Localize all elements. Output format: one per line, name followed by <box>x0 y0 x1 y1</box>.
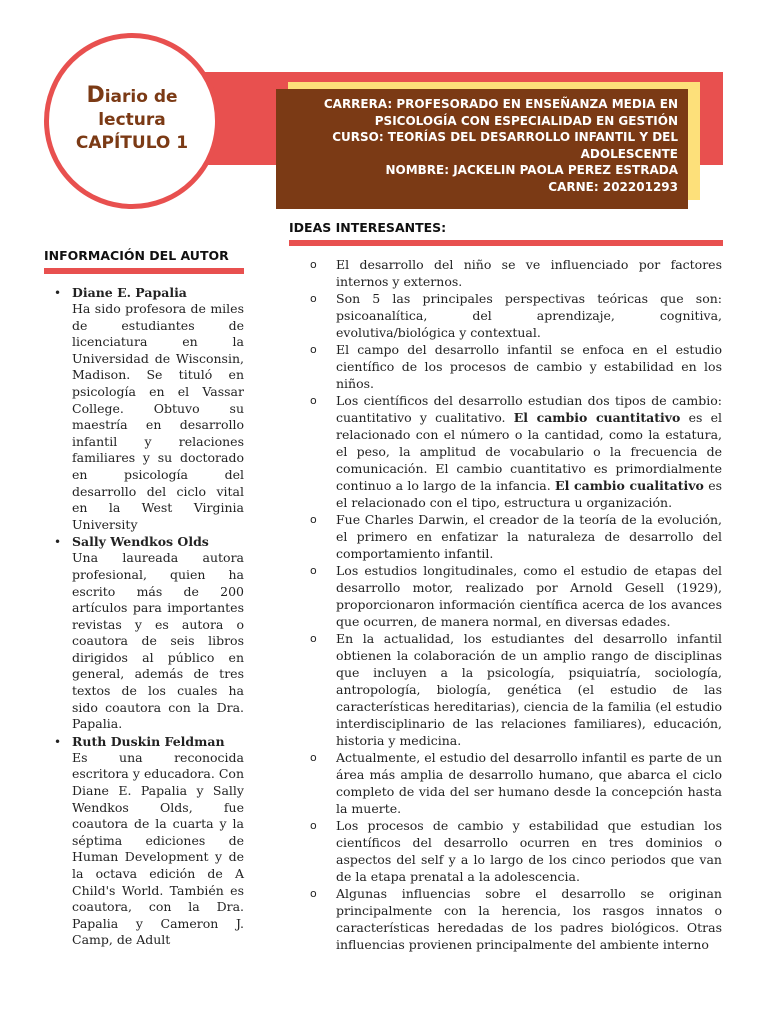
idea-item <box>310 512 722 563</box>
info-line-name: NOMBRE: JACKELIN PAOLA PEREZ ESTRADA <box>385 163 678 178</box>
idea-item <box>310 563 722 631</box>
title-initial: D <box>86 83 105 108</box>
idea-text-part: es el relacionado con el número o la cantidad, como la estatura, el peso, la amplitud de vocabulario o la frecuencia de comunicación. El cambio cuantitativo es primordialmente continuo a lo largo de la infancia. <box>336 410 723 493</box>
author-item <box>44 284 244 533</box>
author-list <box>44 284 244 949</box>
author-name: Sally Wendkos Olds <box>72 534 209 550</box>
idea-item <box>310 631 722 749</box>
circle-bullet-icon: o <box>310 292 317 306</box>
circle-bullet-icon: o <box>310 632 317 646</box>
idea-item <box>310 257 722 291</box>
idea-text-part: Los científicos del desarrollo estudian dos tipos de cambio: cuantitativo y cualitativo. <box>336 393 722 426</box>
idea-text: Los procesos de cambio y estabilidad que estudian los científicos del desarrollo ocurren en tres dominios o aspectos del self y a lo largo de los cinco periodos que van de la etapa prenatal a la adolescencia. <box>336 818 722 884</box>
idea-text: En la actualidad, los estudiantes del desarrollo infantil obtienen la colaboración de un amplio rango de disciplinas que incluyen a la psicología, psiquiatría, sociología, antropología, biología, genética (el estudio de las características hereditarias), ciencia de la familia (el estudio interdisciplinario de las relaciones familiares), educación, historia y medicina. <box>336 631 722 748</box>
journal-title <box>49 84 215 155</box>
title-circle <box>44 33 220 209</box>
idea-item <box>310 393 722 511</box>
author-item <box>44 533 244 733</box>
idea-text: El campo del desarrollo infantil se enfoca en el estudio científico de los procesos de cambio y estabilidad en los niños. <box>336 342 722 392</box>
info-line-carne: CARNE: 202201293 <box>548 179 678 194</box>
bullet-icon: • <box>54 734 62 749</box>
idea-text: Algunas influencias sobre el desarrollo se originan principalmente con la herencia, los rasgos innatos o características heredadas de los padres biológicos. Otras influencias provienen principalmente del ambiente interno <box>336 886 722 952</box>
title-line2: lectura <box>98 110 166 130</box>
idea-text: El desarrollo del niño se ve influenciado por factores internos y externos. <box>336 257 722 289</box>
circle-bullet-icon: o <box>310 819 317 833</box>
idea-item <box>310 750 722 818</box>
info-line-course: CURSO: TEORÍAS DEL DESARROLLO INFANTIL Y DEL <box>332 130 678 145</box>
circle-bullet-icon: o <box>310 564 317 578</box>
author-name: Diane E. Papalia <box>72 285 187 300</box>
info-line-career: CARRERA: PROFESORADO EN ENSEÑANZA MEDIA EN <box>323 97 678 111</box>
idea-text-part: es el relacionado con el tipo, estructura u organización. <box>336 477 723 510</box>
circle-bullet-icon: o <box>310 343 317 357</box>
author-bio: Ha sido profesora de miles de estudiantes de licenciatura en la Universidad de Wisconsin, Madison. Se tituló en psicología en el Vassar College. Obtuvo su maestría en desarrollo infantil y relaciones familiares y su doctorado en psicología del desarrollo del ciclo vital en la West Virginia University <box>72 301 244 532</box>
circle-bullet-icon: o <box>310 394 317 408</box>
circle-bullet-icon: o <box>310 887 317 901</box>
bullet-icon: • <box>54 535 62 550</box>
ideas-heading-rule <box>289 240 723 246</box>
ideas-section-heading: IDEAS INTERESANTES: <box>289 220 447 235</box>
idea-item <box>310 342 722 393</box>
idea-item <box>310 818 722 886</box>
author-bio: Es una reconocida escritora y educadora. Con Diane E. Papalia y Sally Wendkos Olds, fue coautora de la cuarta y la séptima ediciones de Human Development y de la octava edición de A Child's World. También es coautora, con la Dra. Papalia y Cameron J. Camp, de Adult <box>72 749 244 948</box>
circle-bullet-icon: o <box>310 258 317 271</box>
idea-text: Los estudios longitudinales, como el estudio de etapas del desarrollo motor, realizado por Arnold Gesell (1929), proporcionaron información científica acerca de los avances que ocurren, de manera normal, en diversas edades. <box>336 563 722 629</box>
idea-text: Son 5 las principales perspectivas teóricas que son: psicoanalítica, del aprendizaje, cognitiva, evolutiva/biológica y contextual. <box>336 291 722 341</box>
info-line-career-cont: PSICOLOGÍA CON ESPECIALIDAD EN GESTIÓN <box>374 113 678 128</box>
ideas-list <box>310 257 722 954</box>
author-section-heading: INFORMACIÓN DEL AUTOR <box>44 248 229 263</box>
circle-bullet-icon: o <box>310 751 317 765</box>
author-item <box>44 733 244 949</box>
idea-bold-term: El cambio cuantitativo <box>513 410 681 426</box>
idea-item <box>310 886 722 954</box>
title-line1: iario de <box>104 87 178 107</box>
circle-bullet-icon: o <box>310 513 317 527</box>
author-name: Ruth Duskin Feldman <box>72 733 225 749</box>
author-bio: Una laureada autora profesional, quien ha escrito más de 200 artículos para importantes revistas y es autora o coautora de seis libros dirigidos al público en general, además de tres textos de los cuales ha sido coautora con la Dra. Papalia. <box>72 550 244 732</box>
bullet-icon: • <box>54 286 62 300</box>
info-line-course-cont: ADOLESCENTE <box>580 146 678 161</box>
idea-bold-term: El cambio cualitativo <box>555 477 704 493</box>
idea-text: Actualmente, el estudio del desarrollo infantil es parte de un área más amplia de desarrollo humano, que abarca el ciclo completo de vida del ser humano desde la concepción hasta la muerte. <box>336 750 722 816</box>
idea-item <box>310 291 722 342</box>
idea-text: Fue Charles Darwin, el creador de la teoría de la evolución, el primero en enfatizar la naturaleza de desarrollo del comportamiento infantil. <box>336 512 722 561</box>
course-info-box <box>276 89 688 209</box>
author-heading-rule <box>44 268 244 274</box>
title-line3: CAPÍTULO 1 <box>75 133 189 153</box>
